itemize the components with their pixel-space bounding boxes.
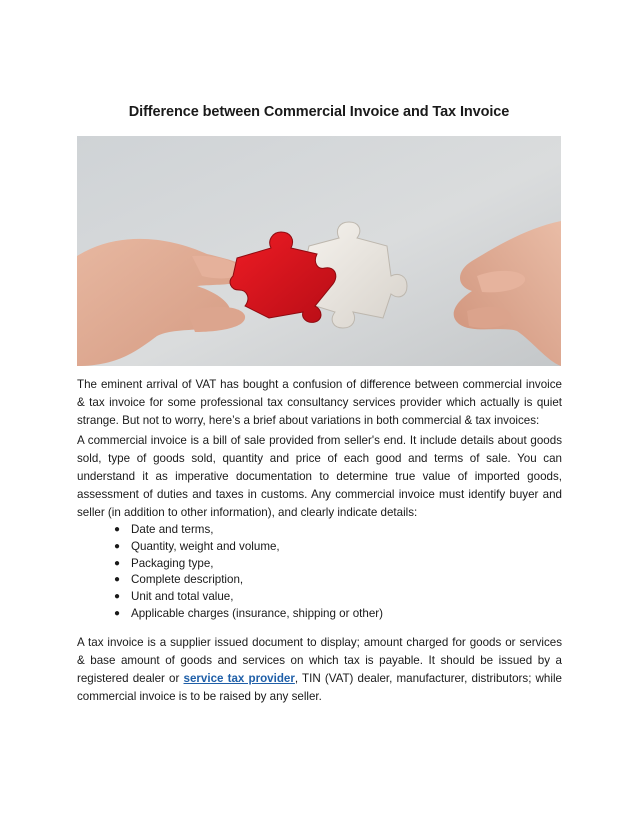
list-item-text: Quantity, weight and volume, <box>131 539 280 553</box>
bullet-icon: ● <box>114 607 121 619</box>
list-item <box>114 539 383 556</box>
bullet-icon: ● <box>114 591 121 603</box>
list-item-text: Complete description, <box>131 573 244 587</box>
service-tax-provider-link[interactable]: service tax provider <box>183 672 295 685</box>
list-item-text: Unit and total value, <box>131 590 234 604</box>
bullet-icon: ● <box>114 524 121 535</box>
commercial-invoice-paragraph: A commercial invoice is a bill of sale provided from seller's end. It include details about goods sold, type of goods sold, quantity and price of each good and terms of sale. You can understand it as imperative documentation to determine true value of imported goods, assessment of duties and taxes in customs. Any commercial invoice must identify buyer and seller (in addition to other information), and clearly indicate details: <box>77 434 562 519</box>
list-item <box>114 522 383 539</box>
tax-invoice-text-start: A tax invoice is a supplier issued document to display; amount charged for goods or services & base amount of goods and services on which tax is payable. It should be issued by a registered dealer or <box>77 636 562 685</box>
details-list <box>114 522 383 623</box>
bullet-icon: ● <box>114 574 121 586</box>
intro-paragraph: The eminent arrival of VAT has bought a confusion of difference between commercial invoice & tax invoice for some professional tax consultancy services provider which actually is quiet strange. But not to worry, here’s a brief about variations in both commercial & tax invoices: <box>77 378 562 427</box>
bullet-icon: ● <box>114 557 121 569</box>
puzzle-photo <box>77 136 561 366</box>
list-item <box>114 589 383 606</box>
tax-invoice-paragraph <box>77 634 562 706</box>
list-item-text: Applicable charges (insurance, shipping or other) <box>131 606 383 620</box>
list-item <box>114 606 383 623</box>
list-item-text: Date and terms, <box>131 523 214 536</box>
list-item <box>114 572 383 589</box>
list-item-text: Packaging type, <box>131 556 214 570</box>
bullet-icon: ● <box>114 540 121 552</box>
tax-invoice-text-end: , TIN (VAT) dealer, manufacturer, distributors; while commercial invoice is to be raised by any seller. <box>77 672 562 703</box>
page-title: Difference between Commercial Invoice and Tax Invoice <box>128 104 510 120</box>
list-item <box>114 556 383 573</box>
